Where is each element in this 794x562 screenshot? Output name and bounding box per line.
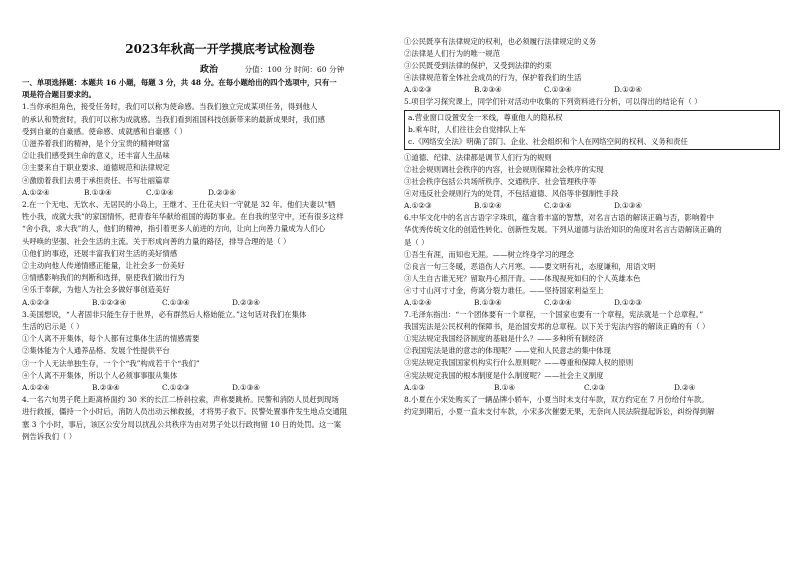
text-line: “舍小我，求大我”的人，他们的精神，指引着更多人前进的方向，让向上向善力量成为人们心 [22,224,326,234]
text-line: ②法律是人们行为的唯一规范 [404,49,501,59]
text-line: ①道德、纪律、法律都是调节人们行为的规则 [404,152,552,162]
text-line: ③宪法规定我国国家机构实行什么原则呢？——尊重和保障人权的原则 [404,358,634,368]
answer-option: A.①②③ [404,85,432,95]
text-line: 牲小我，成就大我”的家国情怀，把青春年华献给祖国的海防事业。在自我的坚守中，还有很多这样 [22,212,344,222]
answer-option: B.②③④ [474,85,502,95]
text-line: ③人生自古谁无死？留取丹心照汗青。——体现视死如归的个人英雄本色 [404,273,641,283]
material-item: b.乘车时，人们往往会自觉排队上车 [408,124,526,134]
answer-option: D.①③④ [614,201,642,211]
text-line: 是（ ） [404,237,429,247]
text-line: 3.美国想说，“人者固非只能生存于世界，必有群然后人格始能立。”这句话对我们在集体 [22,309,307,319]
answer-options [22,382,394,394]
answer-option: D.①②③ [614,297,642,307]
answer-options [404,382,780,394]
right-column [404,36,780,418]
answer-option: B.①④ [494,382,516,392]
text-line: 8.小夏在小宋处购买了一辆品牌小轿车，小夏当时未支付车款，双方约定在 7 月份给付车款。 [404,394,709,404]
text-line: ④个人离不开集体，所以个人必须事事服从集体 [22,370,178,380]
text-line: ①滋养着我们的精神，是个分宝贵的精神财富 [22,139,170,149]
answer-option: A.①②③ [22,297,50,307]
answer-option: C.②③④ [544,297,572,307]
answer-option: D.②③④ [232,297,260,307]
text-line: 6.中华文化中的名言古语字字珠玑，蕴含着丰富的智慧，对名言古语的解读正确与否，影响着中 [404,213,715,223]
answer-option: D.①③④ [232,383,260,393]
answer-option: C.①③④ [544,85,572,95]
material-item: a.营业窗口设置安全一米线，尊重他人的隐私权 [408,112,563,122]
answer-option: A.①②④ [22,187,50,197]
answer-option: B.②③④ [92,383,120,393]
text-line: 2.在一个无电、无饮水、无居民的小岛上，王继才、王仕花夫妇一守就是 32 年。他们夫妻以“牺 [22,200,336,210]
text-line: 生活的启示是（ ） [22,322,84,332]
text-line: ③主要来自于职业要求、道德规范和法律规定 [22,163,170,173]
text-line: 5.项目学习探究课上，同学们针对活动中收集的下列资料进行分析，可以得出的结论有（ ） [404,97,702,107]
text-line: 的承认和赞赏时，我们可以称为成就感。当我们看到祖国科技创新带来的最新成果时，我们感 [22,114,326,124]
text-line: 约定到期后，小夏一直未支付车款，小宋多次催要无果，无奈向人民法院提起诉讼，纠纷得到解 [404,406,715,416]
answer-options [404,297,780,309]
answer-option: B.①②④ [474,201,502,211]
answer-option: C.②③ [584,382,605,392]
text-line: 受到自豪的自豪感。使命感、成就感和自豪感（ ） [22,126,187,136]
text-line: 一、单项选择题：本题共 16 小题，每题 3 分，共 48 分。在每小题给出的四个选项中，只有一 [22,78,337,87]
text-line: ②让我们感受到生命的意义，还丰富人生品味 [22,151,170,161]
answer-option: A.①②③ [404,201,432,211]
answer-option: B.①③④ [84,187,112,197]
text-line: ②集体能为个人通养品格、发展个性提供平台 [22,346,170,356]
text-line: ③公民既受到法律的保护，又受到法律的约束 [404,61,552,71]
text-line: 7.毛泽东指出：“一个团体要有一个章程，一个国家也要有一个章程，宪法就是一个总章程。” [404,310,704,320]
text-line: ①他们的事迹，还展丰富我们对生活的美好情感 [22,248,178,258]
text-line: ④对违反社会规则行为的处罚，不包括道德、风俗等非强制性手段 [404,189,619,199]
subject-label: 政治 [200,65,219,75]
answer-option: C.①②③ [162,383,190,393]
left-column [22,77,394,443]
text-line: ③一个人无法单独生存，一个个“我”构成若干个“我们” [22,358,200,368]
text-line: ④乐于奉献，为他人为社会多做好事创造美好 [22,285,170,295]
text-line: ①吾生有涯，而知也无涯。——树立终身学习的理念 [404,249,574,259]
answer-option: B.①③④ [474,297,502,307]
material-item: c.《网络安全法》明确了部门、企业、社会组织和个人在网络空间的权利、义务和责任 [408,136,688,146]
text-line: ④法律规范着全体社会成员的行为，保护着我们的生活 [404,73,582,83]
answer-option: D.①②④ [614,85,642,95]
text-line: 我国宪法是公民权利的保障书，是治国安邦的总章程。以下关于宪法内容的解读正确的有（ ） [404,322,710,332]
answer-option: A.①③ [404,382,425,392]
text-line: ②主动向他人传递情感正能量，让社会多一份美好 [22,261,185,271]
text-line: 塞 3 个小时，事后，该区公安分局以扰乱公共秩序为由对男子处以行政拘留 10 日的处罚。这一案 [22,419,342,429]
text-line: ③情感影响我们的判断和选择，驱使我们做出行为 [22,273,185,283]
exam-title: 2023年秋高一开学摸底考试检测卷 [125,42,315,56]
text-line: ①宪法规定我国经济制度的基础是什么？——多种所有制经济 [404,334,604,344]
text-line: ③社会秩序包括公共场所秩序、交通秩序、社会管理秩序等 [404,177,597,187]
exam-meta: 分值：100 分 时间：60 分钟 [244,65,345,74]
answer-options [22,187,394,199]
material-box [404,110,780,150]
answer-options [22,297,394,309]
text-line: ①公民既享有法律规定的权利，也必须履行法律规定的义务 [404,37,597,46]
answer-option: C.①③④ [162,297,190,307]
answer-option: D.②③④ [208,187,236,197]
text-line: ④寸寸山河寸寸金，侉离分裂力谁任。——坚持国家利益至上 [404,285,604,295]
text-line: ④宪法规定我国的根本制度是什么制度呢？——社会主义制度 [404,370,604,380]
text-line: ②良言一句三冬暖，恶语伤人六月寒。——要文明有礼，态度谦和，用语文明 [404,261,656,271]
text-line: 进行救援，僵持一个小时后，消防人员出动云梯救援，才将男子救下。民警处置事件发生地点交通阻 [22,407,348,417]
text-line: ②我国宪法是谁的意志的体现呢？——党和人民意志的集中体现 [404,346,611,356]
text-line: 华优秀传统文化的创造性转化、创新性发展。下列从道德与法治知识的角度对名言古语解读正确的 [404,225,722,235]
answer-option: A.①②④ [404,297,432,307]
exam-subtitle [100,62,400,75]
answer-option: B.①②③④ [92,297,127,307]
answer-options [404,84,780,96]
text-line: ①个人离不开集体，每个人都有过集体生活的情感需要 [22,334,200,344]
text-line: ④激励着我们去勇于承担责任、书写壮丽篇章 [22,175,170,185]
text-line: ②社会规则调社会秩序的内容，社会规则保障社会秩序的实现 [404,164,604,174]
text-line: 项是符合题目要求的。 [22,90,96,100]
text-line: 头呼唤的坚强、社会生活的主流。关于形成向善的力量的路径，排导合理的是（ ） [22,236,291,246]
answer-option: C.②③④ [544,201,572,211]
answer-option: C.①③④ [146,187,174,197]
answer-option: D.②④ [674,382,696,392]
text-line: 4.一名六旬男子爬上距离桥面约 30 米的长江二桥斜拉索，声称要跳桥。民警和消防人员赶到现场 [22,395,339,405]
answer-options [404,200,780,212]
text-line: 例告诉我们（ ） [22,431,77,441]
text-line: 1.当你承担角色，接受任务时，我们可以称为使命感。当我们独立完成某项任务，得到他人 [22,102,318,112]
answer-option: A.①②④ [22,383,50,393]
